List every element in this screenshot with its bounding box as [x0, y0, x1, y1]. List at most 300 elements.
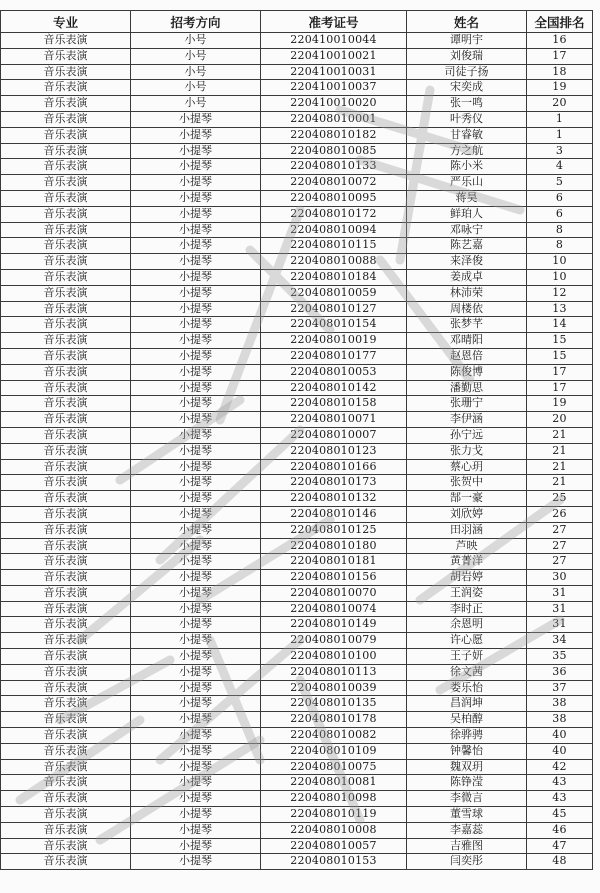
cell-name: 宋奕成	[407, 80, 527, 96]
cell-name: 黄菁洋	[407, 554, 527, 570]
cell-direction: 小提琴	[131, 380, 261, 396]
cell-national-rank: 38	[527, 696, 593, 712]
cell-national-rank: 47	[527, 838, 593, 854]
cell-major: 音乐表演	[1, 380, 131, 396]
table-row	[1, 570, 593, 586]
cell-national-rank: 31	[527, 617, 593, 633]
table-row	[1, 206, 593, 222]
cell-exam-number: 220408010001	[261, 111, 407, 127]
cell-major: 音乐表演	[1, 111, 131, 127]
cell-name: 张一鸣	[407, 96, 527, 112]
cell-exam-number: 220408010166	[261, 459, 407, 475]
cell-name: 李嘉蕊	[407, 822, 527, 838]
cell-major: 音乐表演	[1, 522, 131, 538]
cell-national-rank: 18	[527, 64, 593, 80]
cell-major: 音乐表演	[1, 64, 131, 80]
cell-direction: 小号	[131, 64, 261, 80]
cell-major: 音乐表演	[1, 396, 131, 412]
cell-exam-number: 220408010081	[261, 775, 407, 791]
cell-exam-number: 220408010115	[261, 238, 407, 254]
table-row	[1, 696, 593, 712]
cell-national-rank: 6	[527, 206, 593, 222]
cell-exam-number: 220408010057	[261, 838, 407, 854]
cell-direction: 小号	[131, 96, 261, 112]
cell-name: 昌润坤	[407, 696, 527, 712]
cell-major: 音乐表演	[1, 222, 131, 238]
cell-direction: 小提琴	[131, 443, 261, 459]
cell-exam-number: 220408010142	[261, 380, 407, 396]
cell-name: 王子妍	[407, 649, 527, 665]
cell-major: 音乐表演	[1, 506, 131, 522]
cell-national-rank: 13	[527, 301, 593, 317]
cell-name: 李微言	[407, 791, 527, 807]
cell-national-rank: 37	[527, 680, 593, 696]
cell-major: 音乐表演	[1, 285, 131, 301]
cell-direction: 小提琴	[131, 348, 261, 364]
cell-direction: 小提琴	[131, 396, 261, 412]
cell-direction: 小提琴	[131, 838, 261, 854]
cell-major: 音乐表演	[1, 712, 131, 728]
cell-exam-number: 220408010154	[261, 317, 407, 333]
cell-exam-number: 220408010180	[261, 538, 407, 554]
cell-exam-number: 220408010146	[261, 506, 407, 522]
cell-major: 音乐表演	[1, 743, 131, 759]
table-row	[1, 538, 593, 554]
cell-national-rank: 45	[527, 807, 593, 823]
header-direction: 招考方向	[131, 11, 261, 33]
cell-exam-number: 220408010039	[261, 680, 407, 696]
cell-exam-number: 220408010071	[261, 412, 407, 428]
cell-exam-number: 220408010074	[261, 601, 407, 617]
cell-name: 陈铮滢	[407, 775, 527, 791]
cell-direction: 小提琴	[131, 538, 261, 554]
table-row	[1, 506, 593, 522]
cell-major: 音乐表演	[1, 348, 131, 364]
cell-exam-number: 220408010008	[261, 822, 407, 838]
cell-national-rank: 16	[527, 33, 593, 49]
cell-major: 音乐表演	[1, 333, 131, 349]
cell-major: 音乐表演	[1, 854, 131, 870]
table-row	[1, 254, 593, 270]
cell-national-rank: 43	[527, 791, 593, 807]
cell-major: 音乐表演	[1, 238, 131, 254]
table-row	[1, 838, 593, 854]
cell-direction: 小提琴	[131, 585, 261, 601]
cell-name: 魏双玥	[407, 759, 527, 775]
cell-major: 音乐表演	[1, 80, 131, 96]
table-row	[1, 364, 593, 380]
table-row	[1, 854, 593, 870]
cell-exam-number: 220408010173	[261, 475, 407, 491]
cell-name: 潘勤思	[407, 380, 527, 396]
cell-national-rank: 42	[527, 759, 593, 775]
cell-national-rank: 31	[527, 601, 593, 617]
cell-name: 蒋昊	[407, 190, 527, 206]
table-row	[1, 317, 593, 333]
table-row	[1, 649, 593, 665]
table-row	[1, 159, 593, 175]
cell-national-rank: 38	[527, 712, 593, 728]
cell-exam-number: 220408010184	[261, 269, 407, 285]
cell-national-rank: 17	[527, 380, 593, 396]
cell-name: 徐骅骋	[407, 728, 527, 744]
cell-major: 音乐表演	[1, 838, 131, 854]
cell-direction: 小提琴	[131, 759, 261, 775]
cell-exam-number: 220410010021	[261, 48, 407, 64]
table-row	[1, 633, 593, 649]
cell-direction: 小提琴	[131, 712, 261, 728]
cell-exam-number: 220408010088	[261, 254, 407, 270]
cell-major: 音乐表演	[1, 206, 131, 222]
cell-direction: 小提琴	[131, 238, 261, 254]
table-row	[1, 269, 593, 285]
cell-national-rank: 27	[527, 522, 593, 538]
cell-exam-number: 220408010125	[261, 522, 407, 538]
cell-national-rank: 17	[527, 364, 593, 380]
table-row	[1, 601, 593, 617]
cell-exam-number: 220408010158	[261, 396, 407, 412]
cell-national-rank: 14	[527, 317, 593, 333]
table-body	[1, 33, 593, 870]
cell-national-rank: 4	[527, 159, 593, 175]
table-row	[1, 143, 593, 159]
cell-name: 李伊涵	[407, 412, 527, 428]
cell-direction: 小提琴	[131, 696, 261, 712]
cell-direction: 小提琴	[131, 554, 261, 570]
cell-direction: 小提琴	[131, 301, 261, 317]
cell-direction: 小号	[131, 33, 261, 49]
table-row	[1, 80, 593, 96]
cell-name: 叶秀仪	[407, 111, 527, 127]
cell-major: 音乐表演	[1, 127, 131, 143]
cell-direction: 小提琴	[131, 175, 261, 191]
cell-major: 音乐表演	[1, 364, 131, 380]
table-row	[1, 807, 593, 823]
cell-exam-number: 220410010020	[261, 96, 407, 112]
cell-national-rank: 35	[527, 649, 593, 665]
cell-name: 严乐山	[407, 175, 527, 191]
cell-major: 音乐表演	[1, 475, 131, 491]
cell-exam-number: 220408010135	[261, 696, 407, 712]
cell-national-rank: 10	[527, 269, 593, 285]
header-exam-number: 准考证号	[261, 11, 407, 33]
cell-exam-number: 220408010053	[261, 364, 407, 380]
cell-name: 许心愿	[407, 633, 527, 649]
cell-major: 音乐表演	[1, 617, 131, 633]
cell-direction: 小提琴	[131, 254, 261, 270]
table-row	[1, 301, 593, 317]
cell-major: 音乐表演	[1, 601, 131, 617]
table-row	[1, 48, 593, 64]
cell-major: 音乐表演	[1, 491, 131, 507]
table-row	[1, 759, 593, 775]
cell-name: 吉雅图	[407, 838, 527, 854]
cell-direction: 小号	[131, 48, 261, 64]
cell-exam-number: 220408010181	[261, 554, 407, 570]
cell-direction: 小提琴	[131, 775, 261, 791]
cell-exam-number: 220408010082	[261, 728, 407, 744]
cell-name: 董雪球	[407, 807, 527, 823]
table-row	[1, 238, 593, 254]
cell-name: 陈俊博	[407, 364, 527, 380]
cell-direction: 小提琴	[131, 822, 261, 838]
cell-name: 谭明宇	[407, 33, 527, 49]
cell-direction: 小提琴	[131, 222, 261, 238]
header-major: 专业	[1, 11, 131, 33]
table-row	[1, 285, 593, 301]
cell-exam-number: 220408010070	[261, 585, 407, 601]
cell-exam-number: 220408010100	[261, 649, 407, 665]
cell-national-rank: 27	[527, 554, 593, 570]
cell-national-rank: 3	[527, 143, 593, 159]
cell-major: 音乐表演	[1, 269, 131, 285]
cell-national-rank: 21	[527, 443, 593, 459]
cell-national-rank: 1	[527, 111, 593, 127]
cell-major: 音乐表演	[1, 412, 131, 428]
cell-name: 胡岩婷	[407, 570, 527, 586]
cell-exam-number: 220408010119	[261, 807, 407, 823]
cell-major: 音乐表演	[1, 585, 131, 601]
cell-national-rank: 21	[527, 459, 593, 475]
cell-national-rank: 26	[527, 506, 593, 522]
cell-direction: 小提琴	[131, 364, 261, 380]
cell-name: 余恩明	[407, 617, 527, 633]
table-row	[1, 680, 593, 696]
header-national-rank: 全国排名	[527, 11, 593, 33]
table-row	[1, 396, 593, 412]
cell-national-rank: 17	[527, 48, 593, 64]
table-row	[1, 427, 593, 443]
cell-direction: 小提琴	[131, 427, 261, 443]
table-row	[1, 585, 593, 601]
cell-major: 音乐表演	[1, 159, 131, 175]
cell-name: 李时正	[407, 601, 527, 617]
cell-national-rank: 40	[527, 728, 593, 744]
cell-name: 赵恩倍	[407, 348, 527, 364]
table-row	[1, 64, 593, 80]
cell-national-rank: 6	[527, 190, 593, 206]
table-row	[1, 111, 593, 127]
cell-exam-number: 220410010031	[261, 64, 407, 80]
cell-major: 音乐表演	[1, 143, 131, 159]
cell-name: 郜一豪	[407, 491, 527, 507]
cell-direction: 小提琴	[131, 333, 261, 349]
cell-direction: 小提琴	[131, 317, 261, 333]
cell-direction: 小提琴	[131, 159, 261, 175]
cell-exam-number: 220408010075	[261, 759, 407, 775]
cell-name: 王润姿	[407, 585, 527, 601]
cell-major: 音乐表演	[1, 775, 131, 791]
cell-direction: 小提琴	[131, 111, 261, 127]
cell-national-rank: 5	[527, 175, 593, 191]
cell-major: 音乐表演	[1, 728, 131, 744]
table-row	[1, 127, 593, 143]
cell-direction: 小提琴	[131, 412, 261, 428]
cell-exam-number: 220408010095	[261, 190, 407, 206]
cell-national-rank: 30	[527, 570, 593, 586]
ranking-table	[0, 10, 593, 870]
cell-major: 音乐表演	[1, 759, 131, 775]
cell-direction: 小提琴	[131, 285, 261, 301]
cell-name: 周楼依	[407, 301, 527, 317]
cell-national-rank: 46	[527, 822, 593, 838]
cell-major: 音乐表演	[1, 664, 131, 680]
cell-direction: 小提琴	[131, 269, 261, 285]
cell-exam-number: 220408010007	[261, 427, 407, 443]
cell-exam-number: 220408010132	[261, 491, 407, 507]
table-row	[1, 664, 593, 680]
cell-direction: 小提琴	[131, 617, 261, 633]
cell-name: 田羽涵	[407, 522, 527, 538]
cell-exam-number: 220408010109	[261, 743, 407, 759]
cell-national-rank: 1	[527, 127, 593, 143]
cell-direction: 小提琴	[131, 728, 261, 744]
cell-major: 音乐表演	[1, 190, 131, 206]
cell-major: 音乐表演	[1, 301, 131, 317]
cell-name: 来泽俊	[407, 254, 527, 270]
cell-name: 张梦芊	[407, 317, 527, 333]
cell-name: 鲜珀人	[407, 206, 527, 222]
cell-major: 音乐表演	[1, 48, 131, 64]
cell-exam-number: 220408010079	[261, 633, 407, 649]
table-row	[1, 491, 593, 507]
cell-major: 音乐表演	[1, 807, 131, 823]
table-row	[1, 728, 593, 744]
table-row	[1, 190, 593, 206]
table-row	[1, 775, 593, 791]
cell-national-rank: 34	[527, 633, 593, 649]
cell-name: 陈艺嘉	[407, 238, 527, 254]
cell-direction: 小提琴	[131, 127, 261, 143]
cell-direction: 小提琴	[131, 206, 261, 222]
cell-national-rank: 19	[527, 396, 593, 412]
cell-exam-number: 220408010098	[261, 791, 407, 807]
table-row	[1, 33, 593, 49]
table-row	[1, 96, 593, 112]
table-row	[1, 443, 593, 459]
table-row	[1, 412, 593, 428]
cell-direction: 小号	[131, 80, 261, 96]
header-row	[1, 11, 593, 33]
cell-exam-number: 220408010149	[261, 617, 407, 633]
cell-exam-number: 220408010094	[261, 222, 407, 238]
cell-name: 陈小米	[407, 159, 527, 175]
header-name: 姓名	[407, 11, 527, 33]
cell-name: 娄乐怡	[407, 680, 527, 696]
table-row	[1, 459, 593, 475]
cell-major: 音乐表演	[1, 427, 131, 443]
cell-name: 张贺中	[407, 475, 527, 491]
cell-name: 钟馨怡	[407, 743, 527, 759]
cell-name: 张力戈	[407, 443, 527, 459]
cell-major: 音乐表演	[1, 175, 131, 191]
table-row	[1, 712, 593, 728]
table-row	[1, 522, 593, 538]
cell-direction: 小提琴	[131, 570, 261, 586]
cell-national-rank: 48	[527, 854, 593, 870]
table-header	[1, 11, 593, 33]
cell-exam-number: 220408010182	[261, 127, 407, 143]
cell-national-rank: 25	[527, 491, 593, 507]
table-row	[1, 333, 593, 349]
cell-exam-number: 220408010123	[261, 443, 407, 459]
cell-name: 邓咏宁	[407, 222, 527, 238]
cell-major: 音乐表演	[1, 554, 131, 570]
cell-name: 甘睿敏	[407, 127, 527, 143]
table-row	[1, 380, 593, 396]
cell-exam-number: 220410010037	[261, 80, 407, 96]
table-row	[1, 791, 593, 807]
cell-direction: 小提琴	[131, 649, 261, 665]
cell-name: 蔡心玥	[407, 459, 527, 475]
cell-exam-number: 220408010177	[261, 348, 407, 364]
cell-exam-number: 220410010044	[261, 33, 407, 49]
cell-exam-number: 220408010156	[261, 570, 407, 586]
cell-name: 闫奕彤	[407, 854, 527, 870]
cell-name: 徐文茜	[407, 664, 527, 680]
cell-major: 音乐表演	[1, 459, 131, 475]
cell-national-rank: 10	[527, 254, 593, 270]
cell-name: 刘欣婷	[407, 506, 527, 522]
cell-direction: 小提琴	[131, 143, 261, 159]
table-row	[1, 822, 593, 838]
cell-direction: 小提琴	[131, 601, 261, 617]
table-row	[1, 175, 593, 191]
cell-national-rank: 21	[527, 475, 593, 491]
cell-name: 方之航	[407, 143, 527, 159]
cell-national-rank: 12	[527, 285, 593, 301]
cell-direction: 小提琴	[131, 743, 261, 759]
cell-exam-number: 220408010113	[261, 664, 407, 680]
table-row	[1, 222, 593, 238]
cell-major: 音乐表演	[1, 791, 131, 807]
cell-exam-number: 220408010178	[261, 712, 407, 728]
cell-direction: 小提琴	[131, 506, 261, 522]
cell-direction: 小提琴	[131, 459, 261, 475]
cell-exam-number: 220408010127	[261, 301, 407, 317]
cell-direction: 小提琴	[131, 190, 261, 206]
cell-name: 张珊宁	[407, 396, 527, 412]
cell-name: 吴柏醇	[407, 712, 527, 728]
cell-national-rank: 20	[527, 412, 593, 428]
cell-national-rank: 19	[527, 80, 593, 96]
cell-exam-number: 220408010133	[261, 159, 407, 175]
cell-national-rank: 20	[527, 96, 593, 112]
cell-national-rank: 8	[527, 222, 593, 238]
cell-major: 音乐表演	[1, 822, 131, 838]
cell-direction: 小提琴	[131, 791, 261, 807]
cell-name: 姜成卓	[407, 269, 527, 285]
cell-major: 音乐表演	[1, 633, 131, 649]
cell-major: 音乐表演	[1, 443, 131, 459]
cell-direction: 小提琴	[131, 854, 261, 870]
cell-exam-number: 220408010072	[261, 175, 407, 191]
cell-direction: 小提琴	[131, 807, 261, 823]
cell-direction: 小提琴	[131, 491, 261, 507]
table-row	[1, 475, 593, 491]
table-row	[1, 743, 593, 759]
cell-direction: 小提琴	[131, 522, 261, 538]
cell-exam-number: 220408010172	[261, 206, 407, 222]
cell-national-rank: 43	[527, 775, 593, 791]
cell-name: 孙宁远	[407, 427, 527, 443]
cell-name: 司徒子扬	[407, 64, 527, 80]
cell-national-rank: 31	[527, 585, 593, 601]
cell-exam-number: 220408010085	[261, 143, 407, 159]
cell-exam-number: 220408010153	[261, 854, 407, 870]
cell-exam-number: 220408010059	[261, 285, 407, 301]
cell-direction: 小提琴	[131, 633, 261, 649]
